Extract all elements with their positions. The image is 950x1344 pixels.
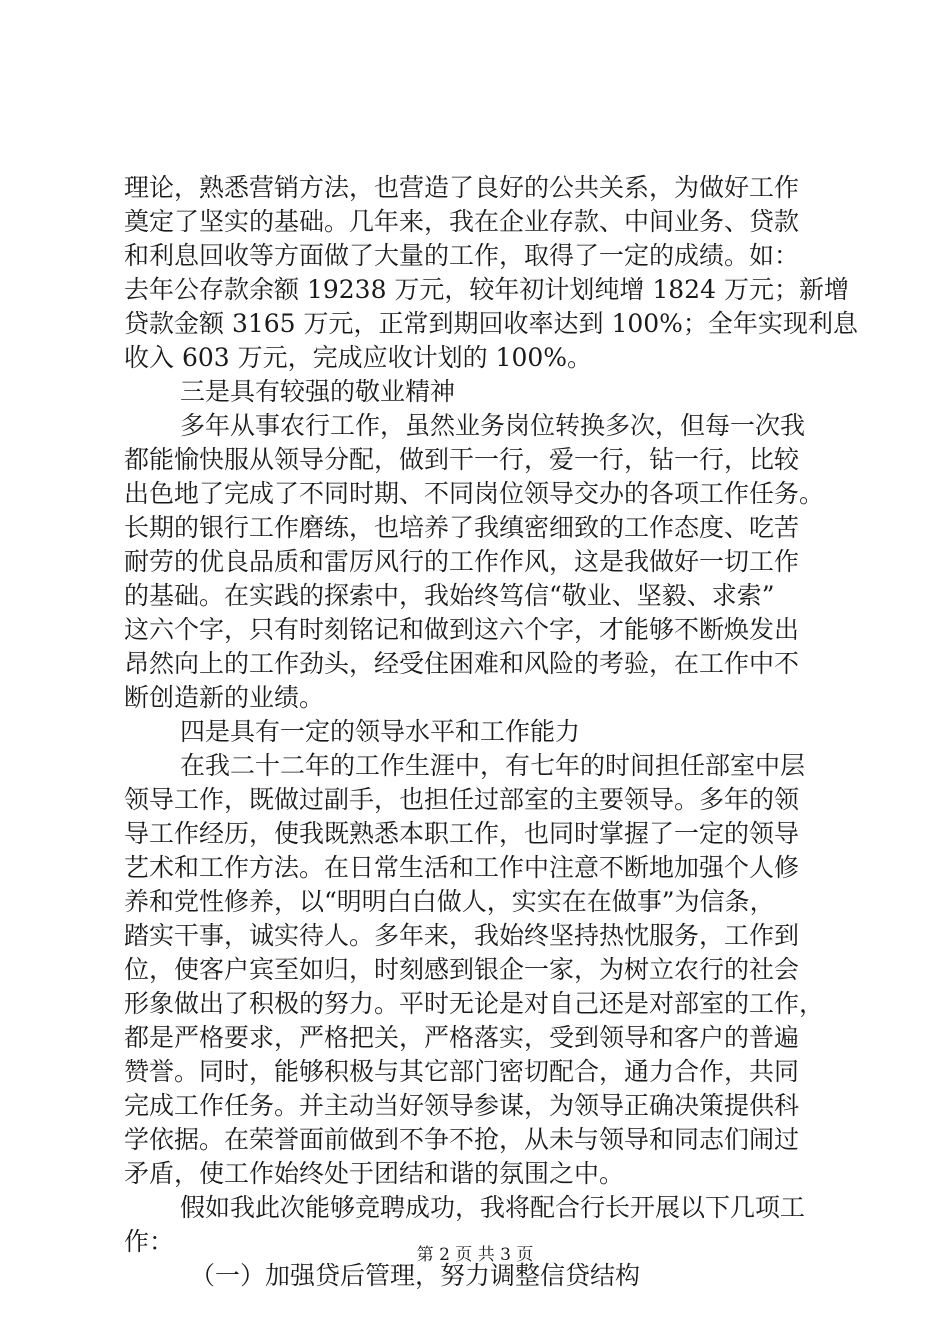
text-line: 艺术和工作方法。在日常生活和工作中注意不断地加强个人修 xyxy=(124,853,800,882)
text-line: 导工作经历，使我既熟悉本职工作，也同时掌握了一定的领导 xyxy=(124,819,800,848)
text-line: 耐劳的优良品质和雷厉风行的工作作风，这是我做好一切工作 xyxy=(124,547,800,576)
text-line: 奠定了坚实的基础。几年来，我在企业存款、中间业务、贷款 xyxy=(124,207,800,236)
section-heading: 三是具有较强的敬业精神 xyxy=(180,377,456,406)
text-line: 理论，熟悉营销方法，也营造了良好的公共关系，为做好工作 xyxy=(124,173,800,202)
text-line: 矛盾，使工作始终处于团结和谐的氛围之中。 xyxy=(124,1159,625,1188)
subsection-heading: （一）加强贷后管理，努力调整信贷结构 xyxy=(190,1261,641,1290)
text-line: 完成工作任务。并主动当好领导参谋，为领导正确决策提供科 xyxy=(124,1091,800,1120)
text-line: 收入 603 万元，完成应收计划的 100%。 xyxy=(124,343,593,372)
text-line: 位，使客户宾至如归，时刻感到银企一家，为树立农行的社会 xyxy=(124,955,800,984)
text-line: 都能愉快服从领导分配，做到干一行，爱一行，钻一行，比较 xyxy=(124,445,800,474)
text-line: 去年公存款余额 19238 万元，较年初计划纯增 1824 万元；新增 xyxy=(124,275,849,304)
text-line: 的基础。在实践的探索中，我始终笃信“敬业、坚毅、求索” xyxy=(124,581,775,610)
text-line: 昂然向上的工作劲头，经受住困难和风险的考验，在工作中不 xyxy=(124,649,800,678)
text-line: 这六个字，只有时刻铭记和做到这六个字，才能够不断焕发出 xyxy=(124,615,800,644)
text-line: 贷款金额 3165 万元，正常到期回收率达到 100%；全年实现利息 xyxy=(124,309,858,338)
text-line: 都是严格要求，严格把关，严格落实，受到领导和客户的普遍 xyxy=(124,1023,800,1052)
text-line: 断创造新的业绩。 xyxy=(124,683,325,712)
paragraph-first-line: 多年从事农行工作，虽然业务岗位转换多次，但每一次我 xyxy=(180,411,806,440)
text-line: 踏实干事，诚实待人。多年来，我始终坚持热忱服务，工作到 xyxy=(124,921,800,950)
text-line: 赞誉。同时，能够积极与其它部门密切配合，通力合作，共同 xyxy=(124,1057,800,1086)
page-number-label: 第 2 页 共 3 页 xyxy=(416,1245,534,1265)
document-body xyxy=(124,171,858,1293)
text-line: 学依据。在荣誉面前做到不争不抢，从未与领导和同志们闹过 xyxy=(124,1125,800,1154)
text-line: 形象做出了积极的努力。平时无论是对自己还是对部室的工作， xyxy=(124,989,825,1018)
paragraph-first-line: 在我二十二年的工作生涯中，有七年的时间担任部室中层 xyxy=(180,751,806,780)
text-line: 作： xyxy=(124,1227,175,1256)
text-line: 出色地了完成了不同时期、不同岗位领导交办的各项工作任务。 xyxy=(124,479,825,508)
text-line: 领导工作，既做过副手，也担任过部室的主要领导。多年的领 xyxy=(124,785,800,814)
paragraph-first-line: 假如我此次能够竞聘成功，我将配合行长开展以下几项工 xyxy=(180,1193,806,1222)
section-heading: 四是具有一定的领导水平和工作能力 xyxy=(180,717,581,746)
text-line: 养和党性修养，以“明明白白做人，实实在在做事”为信条， xyxy=(124,887,775,916)
page-footer xyxy=(0,1243,950,1267)
text-line: 长期的银行工作磨练，也培养了我缜密细致的工作态度、吃苦 xyxy=(124,513,800,542)
text-line: 和利息回收等方面做了大量的工作，取得了一定的成绩。如： xyxy=(124,241,800,270)
